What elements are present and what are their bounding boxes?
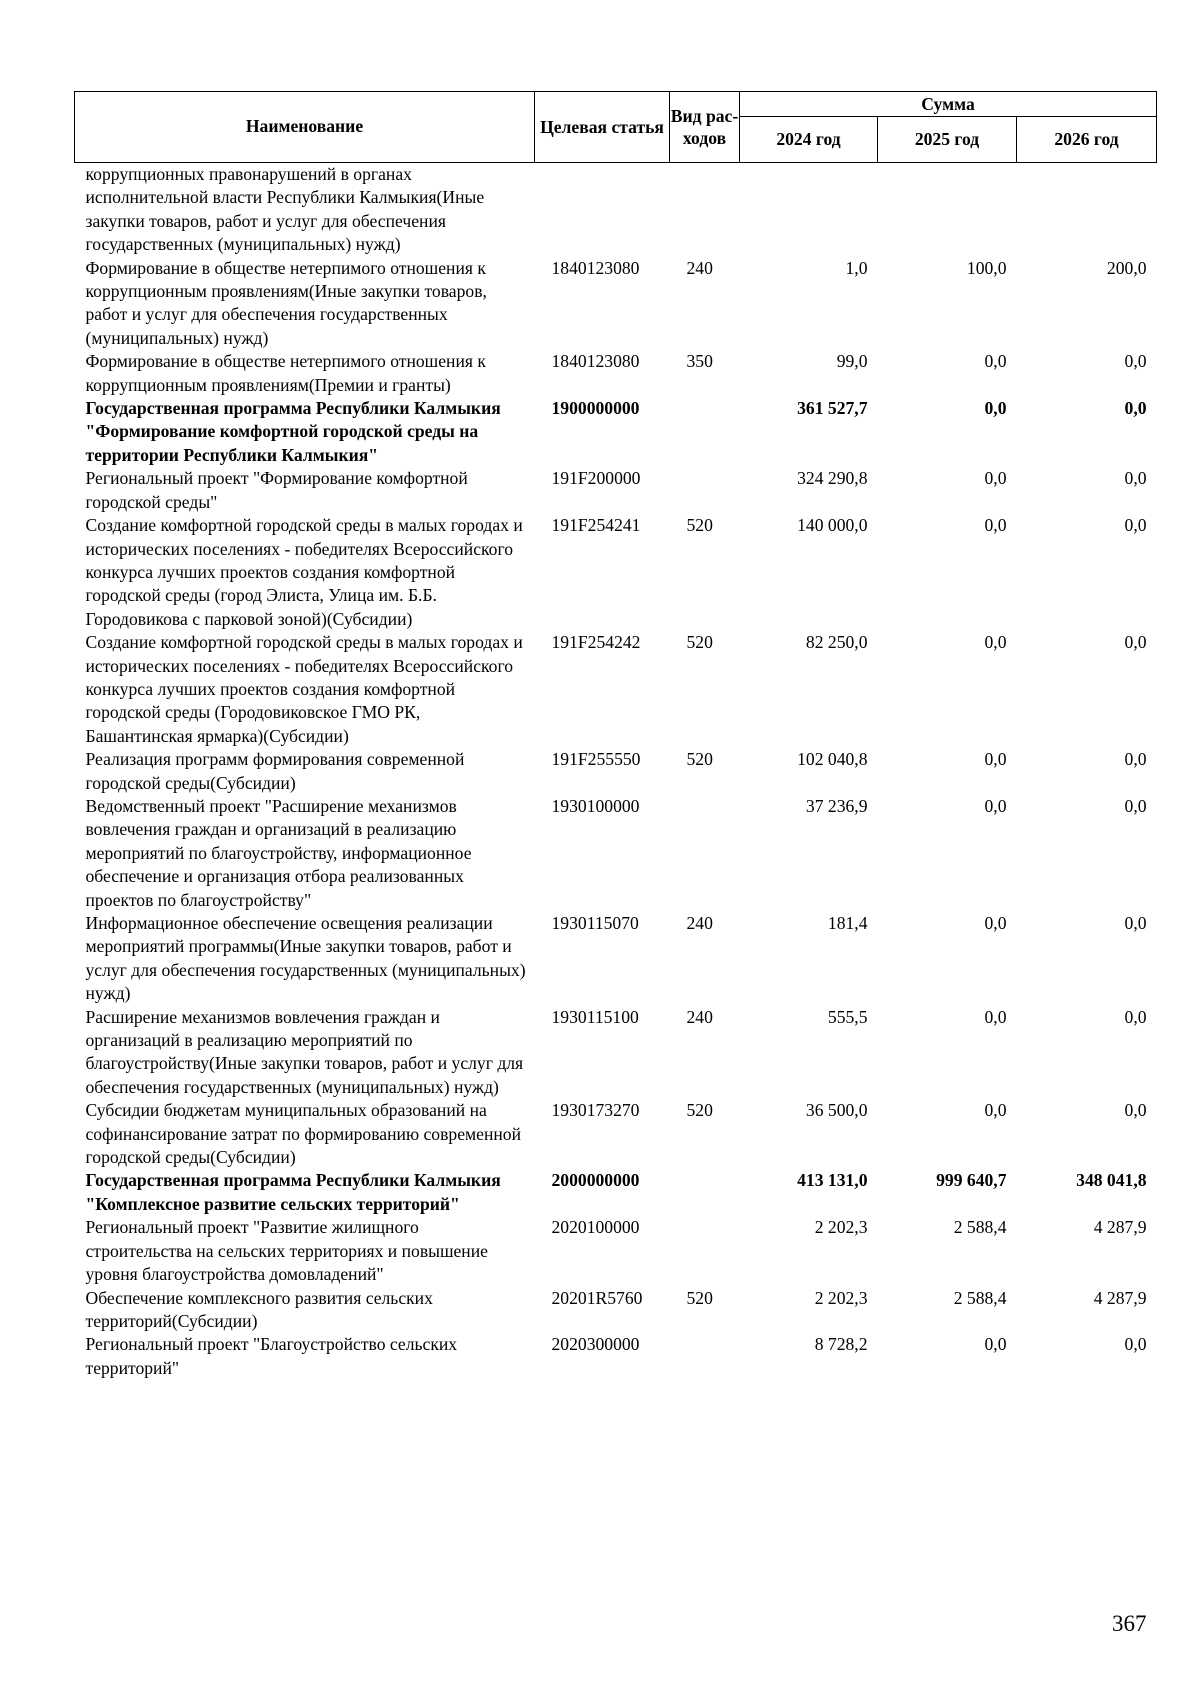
- row-sum-2025: 0,0: [984, 1334, 1007, 1355]
- header-year-2026: 2026 год: [1017, 117, 1157, 163]
- row-sum-2024: 82 250,0: [805, 632, 868, 653]
- budget-table: [74, 91, 1157, 1380]
- row-name: Формирование в обществе нетерпимого отношения к коррупционным проявлениям(Иные закупки товаров, работ и услуг для обеспечения государственных (муниципальных) нужд): [85, 257, 487, 348]
- row-name: Государственная программа Республики Калмыкия "Комплексное развитие сельских территорий": [85, 1170, 501, 1214]
- row-sum-2026: 200,0: [1106, 257, 1147, 278]
- row-code: 1930115070: [551, 913, 639, 933]
- row-type: 520: [686, 515, 713, 536]
- row-sum-2025: 0,0: [984, 749, 1007, 770]
- row-type: [670, 795, 740, 912]
- row-sum-2025: 0,0: [984, 913, 1007, 933]
- row-sum-2025: 999 640,7: [936, 1170, 1007, 1191]
- row-code: 1930115100: [551, 1006, 639, 1027]
- row-name: Региональный проект "Формирование комфортной городской среды": [85, 468, 468, 512]
- table-row: [75, 1287, 1157, 1334]
- row-code: 191F254242: [551, 632, 641, 653]
- row-sum-2024: 181,4: [827, 913, 868, 933]
- row-sum-2026: 348 041,8: [1076, 1170, 1147, 1191]
- header-target-article: Целевая статья: [535, 92, 670, 163]
- header-expense-type: Вид рас-ходов: [670, 92, 740, 163]
- row-sum-2024: 413 131,0: [797, 1170, 868, 1191]
- row-sum-2026: 4 287,9: [1093, 1287, 1147, 1308]
- row-sum-2025: 0,0: [984, 632, 1007, 653]
- table-row: [75, 1006, 1157, 1100]
- row-sum-2025: 0,0: [984, 468, 1007, 489]
- row-code: 1930100000: [551, 795, 640, 816]
- row-sum-2025: 0,0: [984, 398, 1007, 419]
- header-year-2025: 2025 год: [878, 117, 1017, 163]
- row-code: 20201R5760: [551, 1287, 643, 1308]
- table-row: [75, 257, 1157, 351]
- row-sum-2025: 0,0: [984, 795, 1007, 816]
- row-name: Обеспечение комплексного развития сельских территорий(Субсидии): [85, 1287, 433, 1331]
- row-code: 2000000000: [551, 1170, 640, 1191]
- row-code: 191F255550: [551, 749, 641, 770]
- row-code: 1930173270: [551, 1100, 640, 1121]
- row-name: Государственная программа Республики Калмыкия "Формирование комфортной городской среды на территории Республики Калмыкия": [85, 398, 501, 465]
- row-sum-2025: 2 588,4: [953, 1217, 1007, 1238]
- row-sum-2024: 37 236,9: [805, 795, 868, 816]
- row-name: Расширение механизмов вовлечения граждан и организаций в реализацию мероприятий по благоустройству(Иные закупки товаров, работ и услуг для обеспечения государственных (муниципальных) нужд): [85, 1006, 524, 1097]
- row-sum-2024: [740, 163, 878, 257]
- row-sum-2026: 0,0: [1124, 1100, 1147, 1121]
- row-code: 2020300000: [551, 1334, 640, 1355]
- row-type: 520: [686, 749, 713, 770]
- row-sum-2024: 8 728,2: [814, 1334, 868, 1355]
- table-row: [75, 163, 1157, 257]
- row-name: Субсидии бюджетам муниципальных образований на софинансирование затрат по формированию современной городской среды(Субсидии): [85, 1100, 521, 1168]
- header-name: Наименование: [75, 92, 535, 163]
- row-sum-2025: [878, 163, 1017, 257]
- row-sum-2024: 2 202,3: [814, 1287, 868, 1308]
- row-sum-2026: 0,0: [1124, 795, 1147, 816]
- table-row: [75, 631, 1157, 748]
- row-code: 191F200000: [551, 468, 641, 489]
- row-sum-2026: [1017, 163, 1157, 257]
- header-sum: Сумма: [740, 92, 1157, 117]
- row-sum-2026: 0,0: [1124, 468, 1147, 489]
- row-sum-2025: 0,0: [984, 351, 1007, 372]
- row-type: [670, 467, 740, 514]
- row-sum-2024: 361 527,7: [797, 398, 868, 419]
- row-sum-2026: 4 287,9: [1093, 1217, 1147, 1238]
- row-sum-2026: 0,0: [1124, 515, 1147, 536]
- row-sum-2024: 36 500,0: [805, 1100, 868, 1121]
- table-row-program: [75, 397, 1157, 467]
- row-name: коррупционных правонарушений в органах исполнительной власти Республики Калмыкия(Иные закупки товаров, работ и услуг для обеспечения государственных (муниципальных) нужд): [85, 164, 485, 255]
- table-row: [75, 1216, 1157, 1286]
- row-sum-2026: 0,0: [1124, 1334, 1147, 1355]
- header-year-2024: 2024 год: [740, 117, 878, 163]
- row-sum-2024: 99,0: [836, 351, 868, 372]
- row-code: 191F254241: [551, 515, 641, 536]
- row-type: 240: [686, 257, 713, 278]
- row-sum-2026: 0,0: [1124, 913, 1147, 933]
- budget-document: [74, 91, 1156, 1380]
- table-body: [75, 163, 1157, 1381]
- table-row: [75, 912, 1157, 1006]
- page-number: 367: [1112, 1611, 1147, 1636]
- row-sum-2024: 324 290,8: [797, 468, 868, 489]
- row-sum-2026: 0,0: [1124, 632, 1147, 653]
- row-sum-2024: 140 000,0: [797, 515, 868, 536]
- row-name: Реализация программ формирования современной городской среды(Субсидии): [85, 749, 465, 793]
- table-row: [75, 795, 1157, 912]
- row-code: [535, 163, 670, 257]
- row-type: 240: [686, 1006, 713, 1027]
- row-type: 520: [686, 1100, 713, 1121]
- table-row: [75, 1099, 1157, 1169]
- row-type: [670, 397, 740, 467]
- row-sum-2026: 0,0: [1124, 749, 1147, 770]
- row-type: [670, 1169, 740, 1216]
- row-code: 1900000000: [551, 398, 640, 419]
- row-name: Ведомственный проект "Расширение механизмов вовлечения граждан и организаций в реализацию мероприятий по благоустройству, информационное обеспечение и организация отбора реализованных проектов по благоустройству": [85, 795, 472, 910]
- row-sum-2025: 0,0: [984, 515, 1007, 536]
- row-code: 2020100000: [551, 1217, 640, 1238]
- row-sum-2024: 555,5: [827, 1006, 868, 1027]
- table-row: [75, 467, 1157, 514]
- row-type: [670, 1216, 740, 1286]
- table-row: [75, 514, 1157, 631]
- table-row: [75, 350, 1157, 397]
- row-type: [670, 1333, 740, 1380]
- row-sum-2024: 102 040,8: [797, 749, 868, 770]
- row-name: Региональный проект "Благоустройство сельских территорий": [85, 1334, 458, 1378]
- row-name: Информационное обеспечение освещения реализации мероприятий программы(Иные закупки товаров, работ и услуг для обеспечения государственных (муниципальных) нужд): [85, 913, 526, 1004]
- row-name: Формирование в обществе нетерпимого отношения к коррупционным проявлениям(Премии и гранты): [85, 351, 486, 395]
- table-row: [75, 748, 1157, 795]
- row-code: 1840123080: [551, 351, 640, 372]
- row-name: Региональный проект "Развитие жилищного строительства на сельских территориях и повышение уровня благоустройства домовладений": [85, 1217, 488, 1285]
- row-sum-2025: 2 588,4: [953, 1287, 1007, 1308]
- row-type: 350: [686, 351, 713, 372]
- row-name: Создание комфортной городской среды в малых городах и исторических поселениях - победителях Всероссийского конкурса лучших проектов создания комфортной городской среды (Городовиковское ГМО РК, Башантинская ярмарка)(Субсидии): [85, 632, 523, 746]
- row-type: 520: [686, 1287, 713, 1308]
- row-sum-2025: 0,0: [984, 1006, 1007, 1027]
- row-sum-2026: 0,0: [1124, 351, 1147, 372]
- row-name: Создание комфортной городской среды в малых городах и исторических поселениях - победителях Всероссийского конкурса лучших проектов создания комфортной городской среды (город Элиста, Улица им. Б.Б. Городовикова с парковой зоной)(Субсидии): [85, 515, 523, 629]
- row-sum-2024: 2 202,3: [814, 1217, 868, 1238]
- row-type: [670, 163, 740, 257]
- row-sum-2026: 0,0: [1124, 398, 1147, 419]
- row-sum-2024: 1,0: [845, 257, 868, 278]
- row-sum-2025: 0,0: [984, 1100, 1007, 1121]
- row-code: 1840123080: [551, 257, 640, 278]
- table-row-program: [75, 1169, 1157, 1216]
- table-row: [75, 1333, 1157, 1380]
- table-header: [75, 92, 1157, 163]
- row-type: 520: [686, 632, 713, 653]
- row-sum-2025: 100,0: [966, 257, 1007, 278]
- row-type: 240: [686, 913, 713, 933]
- row-sum-2026: 0,0: [1124, 1006, 1147, 1027]
